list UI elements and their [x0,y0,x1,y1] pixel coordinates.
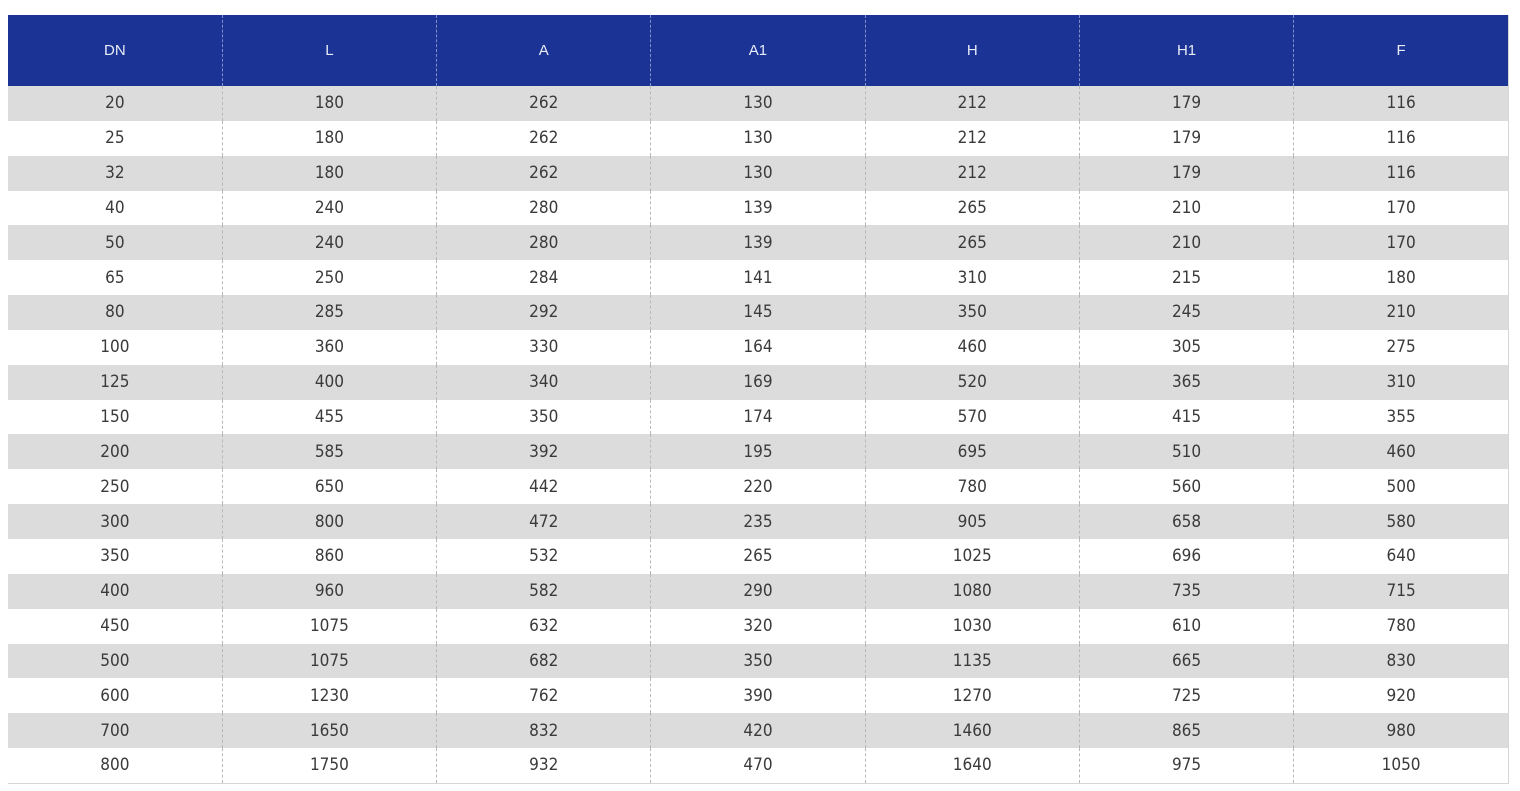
table-cell-a1: 470 [651,748,865,783]
table-cell-h: 310 [865,260,1079,295]
table-cell-dn: 200 [100,441,130,462]
table-cell-h1: 179 [1079,121,1293,156]
table-cell-h1: 560 [1079,469,1293,504]
table-row [8,225,1508,260]
table-cell-l: 285 [222,295,436,330]
table-cell-a: 682 [437,644,651,679]
table-cell-a: 442 [437,469,651,504]
table-cell-h1: 305 [1079,330,1293,365]
table-cell-h1: 696 [1079,539,1293,574]
table-row [8,644,1508,679]
table-cell-h1: 179 [1079,86,1293,121]
table-row [8,609,1508,644]
table-cell-h: 1640 [865,748,1079,783]
table-row [8,365,1508,400]
table-cell-f: 920 [1294,678,1508,713]
table-cell-h: 905 [865,504,1079,539]
table-cell-h: 1025 [865,539,1079,574]
table-cell-h: 1460 [865,713,1079,748]
table-cell-f: 180 [1294,260,1508,295]
table-cell-dn: 65 [105,267,125,288]
table-cell-a1: 265 [651,539,865,574]
table-row [8,191,1508,226]
table-cell-a: 832 [437,713,651,748]
table-cell-a1: 139 [651,191,865,226]
table-cell-a1: 320 [651,609,865,644]
table-cell-f: 355 [1294,400,1508,435]
table-row [8,504,1508,539]
table-cell-dn: 100 [100,337,130,358]
table-cell-a1: 130 [651,121,865,156]
table-cell-a: 582 [437,574,651,609]
table-cell-dn: 32 [105,163,125,184]
table-cell-h: 460 [865,330,1079,365]
table-cell-h1: 610 [1079,609,1293,644]
table-cell-l: 180 [222,156,436,191]
table-cell-dn: 450 [100,616,130,637]
table-cell-a: 532 [437,539,651,574]
table-cell-f: 310 [1294,365,1508,400]
table-cell-l: 240 [222,191,436,226]
table-cell-h: 212 [865,86,1079,121]
table-cell-a: 762 [437,678,651,713]
table-cell-h1: 215 [1079,260,1293,295]
table-cell-h: 212 [865,156,1079,191]
table-cell-dn: 500 [100,650,130,671]
table-cell-l: 585 [222,434,436,469]
table-cell-a: 350 [437,400,651,435]
table-cell-l: 250 [222,260,436,295]
table-cell-h: 520 [865,365,1079,400]
table-row [8,469,1508,504]
table-cell-a1: 169 [651,365,865,400]
table-cell-f: 580 [1294,504,1508,539]
table-cell-a: 330 [437,330,651,365]
table-body [8,86,1508,783]
table-row [8,121,1508,156]
table-cell-h: 265 [865,225,1079,260]
table-cell-a1: 174 [651,400,865,435]
table-cell-f: 1050 [1294,748,1508,783]
table-cell-l: 180 [222,86,436,121]
table-cell-h: 1080 [865,574,1079,609]
dimension-table [8,15,1508,783]
table-cell-h: 212 [865,121,1079,156]
table-row [8,539,1508,574]
table-cell-a1: 130 [651,86,865,121]
table-cell-l: 240 [222,225,436,260]
table-cell-l: 1650 [222,713,436,748]
table-cell-l: 1230 [222,678,436,713]
table-cell-f: 116 [1294,121,1508,156]
table-cell-a1: 390 [651,678,865,713]
table-cell-dn: 80 [105,302,125,323]
table-cell-l: 180 [222,121,436,156]
table-cell-f: 715 [1294,574,1508,609]
table-cell-f: 116 [1294,86,1508,121]
table-cell-f: 460 [1294,434,1508,469]
table-cell-h: 570 [865,400,1079,435]
table-cell-f: 780 [1294,609,1508,644]
table-row [8,748,1508,783]
table-cell-l: 455 [222,400,436,435]
table-cell-a: 262 [437,86,651,121]
table-cell-a: 262 [437,121,651,156]
table-cell-f: 275 [1294,330,1508,365]
table-cell-a: 280 [437,225,651,260]
table-cell-h1: 865 [1079,713,1293,748]
table-header [8,15,1508,86]
table-cell-dn: 50 [105,232,125,253]
table-cell-a1: 195 [651,434,865,469]
table-cell-h: 1030 [865,609,1079,644]
column-header-f: F [1294,15,1508,86]
table-cell-dn: 25 [105,128,125,149]
table-cell-a: 632 [437,609,651,644]
table-cell-dn: 150 [100,407,130,428]
table-cell-f: 830 [1294,644,1508,679]
table-cell-a1: 139 [651,225,865,260]
table-cell-l: 800 [222,504,436,539]
table-cell-h1: 210 [1079,225,1293,260]
column-header-h: H [865,15,1079,86]
table-cell-h: 1270 [865,678,1079,713]
table-cell-a1: 130 [651,156,865,191]
table-cell-f: 170 [1294,191,1508,226]
column-header-l: L [222,15,436,86]
dimension-table-container [8,15,1509,784]
table-cell-a: 340 [437,365,651,400]
table-row [8,400,1508,435]
table-row [8,86,1508,121]
table-row [8,713,1508,748]
table-cell-dn: 125 [100,372,130,393]
table-row [8,156,1508,191]
table-row [8,678,1508,713]
table-cell-h1: 510 [1079,434,1293,469]
table-cell-dn: 300 [100,511,130,532]
table-cell-a: 472 [437,504,651,539]
table-cell-f: 980 [1294,713,1508,748]
header-row [8,15,1508,86]
table-cell-h1: 210 [1079,191,1293,226]
table-cell-a: 392 [437,434,651,469]
table-row [8,295,1508,330]
table-cell-h1: 658 [1079,504,1293,539]
table-cell-h1: 975 [1079,748,1293,783]
table-cell-h: 350 [865,295,1079,330]
table-cell-a: 280 [437,191,651,226]
table-cell-f: 116 [1294,156,1508,191]
table-cell-f: 500 [1294,469,1508,504]
column-header-h1: H1 [1079,15,1293,86]
table-row [8,434,1508,469]
table-cell-f: 170 [1294,225,1508,260]
column-header-dn: DN [104,42,126,59]
table-cell-l: 650 [222,469,436,504]
table-cell-a1: 164 [651,330,865,365]
table-cell-h: 265 [865,191,1079,226]
table-cell-l: 400 [222,365,436,400]
table-cell-h1: 665 [1079,644,1293,679]
column-header-a1: A1 [651,15,865,86]
table-cell-h1: 365 [1079,365,1293,400]
table-row [8,574,1508,609]
table-cell-a1: 420 [651,713,865,748]
table-cell-h: 1135 [865,644,1079,679]
table-cell-f: 640 [1294,539,1508,574]
table-cell-a1: 220 [651,469,865,504]
table-cell-dn: 350 [100,546,130,567]
table-cell-h1: 179 [1079,156,1293,191]
table-cell-l: 860 [222,539,436,574]
table-cell-a: 292 [437,295,651,330]
table-cell-dn: 600 [100,685,130,706]
table-cell-l: 1075 [222,609,436,644]
table-row [8,260,1508,295]
table-cell-dn: 800 [100,755,130,776]
table-cell-h: 695 [865,434,1079,469]
table-cell-dn: 250 [100,476,130,497]
table-cell-l: 360 [222,330,436,365]
table-cell-h1: 245 [1079,295,1293,330]
table-cell-h1: 725 [1079,678,1293,713]
table-cell-a1: 145 [651,295,865,330]
table-row [8,330,1508,365]
table-cell-dn: 20 [105,93,125,114]
table-cell-a1: 141 [651,260,865,295]
table-cell-l: 1075 [222,644,436,679]
table-cell-h1: 735 [1079,574,1293,609]
table-cell-dn: 400 [100,581,130,602]
table-cell-dn: 40 [105,197,125,218]
table-cell-a1: 290 [651,574,865,609]
table-cell-a: 262 [437,156,651,191]
table-cell-a: 284 [437,260,651,295]
table-cell-a: 932 [437,748,651,783]
table-cell-f: 210 [1294,295,1508,330]
table-cell-l: 960 [222,574,436,609]
table-cell-h1: 415 [1079,400,1293,435]
table-cell-l: 1750 [222,748,436,783]
table-cell-dn: 700 [100,720,130,741]
table-cell-a1: 350 [651,644,865,679]
table-cell-a1: 235 [651,504,865,539]
table-cell-h: 780 [865,469,1079,504]
column-header-a: A [437,15,651,86]
